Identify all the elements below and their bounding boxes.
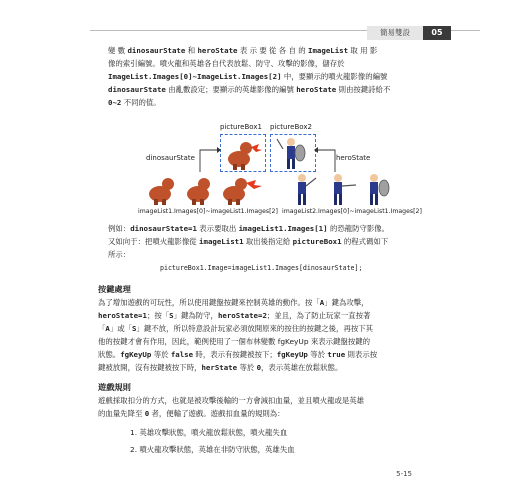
example-line-1 — [108, 222, 418, 235]
key-name: S — [169, 311, 174, 320]
keys-line-6 — [98, 361, 418, 374]
example-line-3: 所示： — [108, 250, 131, 259]
game-diagram — [120, 120, 420, 220]
keys-line-3 — [98, 322, 418, 335]
dinosaur-caption: imageList1.Images[0]~imageList1.Images[2] — [138, 208, 278, 215]
header-label: 簡易雙設 — [367, 26, 423, 40]
rules-line-2 — [98, 407, 418, 420]
key-name: A — [105, 324, 110, 333]
text: 狀態。 — [98, 350, 121, 359]
code-term: 0 — [144, 409, 150, 418]
text: 取出後指定給 — [243, 237, 293, 246]
intro-line-4 — [108, 83, 418, 96]
code-term: ImageList — [308, 46, 349, 55]
text: 則表示按 — [345, 350, 378, 359]
intro-line-3 — [108, 70, 418, 83]
text: 「 — [98, 324, 106, 333]
intro-paragraph — [108, 44, 418, 109]
text: 例如： — [108, 224, 131, 233]
text: 則由按鍵詩給不 — [336, 85, 391, 94]
text: 為了增加遊戲的可玩性，所以使用鍵盤按鍵來控制英雄的動作。按「 — [98, 298, 320, 307]
section-title-keys: 按鍵處理 — [98, 284, 131, 294]
text: 不同的值。 — [121, 98, 161, 107]
text: ；按「 — [146, 311, 170, 320]
code-snippet: pictureBox1.Image=imageList1.Images[dinosaurState]; — [160, 264, 363, 272]
text: 」或「 — [109, 324, 133, 333]
example-line-2 — [108, 235, 418, 248]
code-term: true — [327, 350, 346, 359]
code-term: imageList1 — [199, 237, 244, 246]
text: 的恐龍防守影像。 — [327, 224, 390, 233]
rules-list — [130, 424, 295, 458]
intro-line-5 — [108, 96, 418, 109]
text: 」鍵為攻擊， — [324, 298, 369, 307]
text: 」鍵為防守， — [173, 311, 218, 320]
code-term: heroState=2 — [217, 311, 267, 320]
text: 由亂數設定；要顯示的英雄影像的編號 — [165, 85, 297, 94]
text: 中，要顯示的噴火龍影像的編號 — [281, 72, 388, 81]
hero-image-strip — [288, 172, 398, 206]
text: 表 示 要 從 各 自 的 — [237, 46, 309, 55]
code-term: heroState — [197, 46, 238, 55]
text: 等於 — [151, 350, 171, 359]
keys-line-2 — [98, 309, 418, 322]
text: 取 用 影 — [348, 46, 378, 55]
code-term: fgKeyUp — [120, 350, 152, 359]
text: 的血量先降至 — [98, 409, 145, 418]
text: 和 — [185, 46, 198, 55]
text: ，表示英雄在放鬆狀態。 — [261, 363, 343, 372]
section-title-rules: 遊戲規則 — [98, 382, 131, 392]
code-term: imageList1.Images[1] — [238, 224, 328, 233]
text: 者，便輸了遊戲。遊戲扣血量的規則為： — [149, 409, 285, 418]
hero-caption: imageList2.Images[0]~imageList1.Images[2] — [282, 208, 422, 215]
code-term: herState — [201, 363, 238, 372]
code-term: ImageList.Images[0]~ImageList.Images[2] — [108, 72, 282, 81]
code-term: dinosaurState=1 — [130, 224, 197, 233]
code-term: dinosaurState — [108, 85, 166, 94]
code-term: heroState — [296, 85, 337, 94]
list-item: 1. 英雄攻擊狀態，噴火龍放鬆狀態，噴火龍失血 — [130, 428, 288, 437]
chapter-badge: 05 — [423, 26, 451, 40]
hero-state-label: heroState — [336, 154, 371, 162]
text: 等於 — [237, 363, 257, 372]
dinosaur-state-label: dinosaurState — [146, 154, 195, 162]
key-name: A — [319, 298, 325, 307]
dinosaur-image-strip — [144, 172, 264, 206]
keys-line-4: 他的按鍵才會有作用，因此，範例使用了一個布林變數 fgKeyUp 來表示鍵盤按鍵的 — [98, 337, 370, 346]
code-term: pictureBox1 — [292, 237, 342, 246]
keys-paragraph — [98, 296, 418, 374]
keys-line-1 — [98, 296, 418, 309]
code-term: dinosaurState — [127, 46, 186, 55]
text: 時，表示有按鍵被按下； — [193, 350, 277, 359]
code-term: 0 — [256, 363, 262, 372]
key-name: S — [132, 324, 137, 333]
code-term: fgKeyUp — [276, 350, 308, 359]
code-term: 0~2 — [108, 98, 122, 107]
rules-line-1: 遊戲採取扣分的方式，也就是被攻擊後輸的一方會減扣血量，並且噴火龍或是英雄 — [98, 396, 365, 405]
text: 的程式碼如下 — [341, 237, 389, 246]
text: 等於 — [307, 350, 328, 359]
intro-line-2: 像的索引編號。噴火龍和英雄各自代表放鬆、防守、攻擊的影像，儲存於 — [108, 59, 345, 68]
example-paragraph — [108, 222, 418, 261]
text: 變 數 — [108, 46, 128, 55]
text: 」鍵不放，所以特意設計玩家必須放開原來的按住的按鍵之後，再按下其 — [136, 324, 374, 333]
text: ；並且，為了防止玩家一直按著 — [266, 311, 371, 320]
code-term: false — [170, 350, 194, 359]
picturebox2-label: pictureBox2 — [270, 123, 312, 131]
text: 鍵被放開，沒有按鍵被按下時， — [98, 363, 202, 372]
picturebox1-label: pictureBox1 — [220, 123, 262, 131]
page-number: 5-15 — [396, 470, 412, 478]
rules-paragraph — [98, 394, 418, 420]
list-item: 2. 噴火龍攻擊狀態，英雄在非防守狀態，英雄失血 — [130, 445, 295, 454]
text: 表示要取出 — [196, 224, 239, 233]
keys-line-5 — [98, 348, 418, 361]
intro-line-1 — [108, 44, 418, 57]
text: 又如向于：把噴火龍影像從 — [108, 237, 200, 246]
code-term: heroState=1 — [98, 311, 147, 320]
